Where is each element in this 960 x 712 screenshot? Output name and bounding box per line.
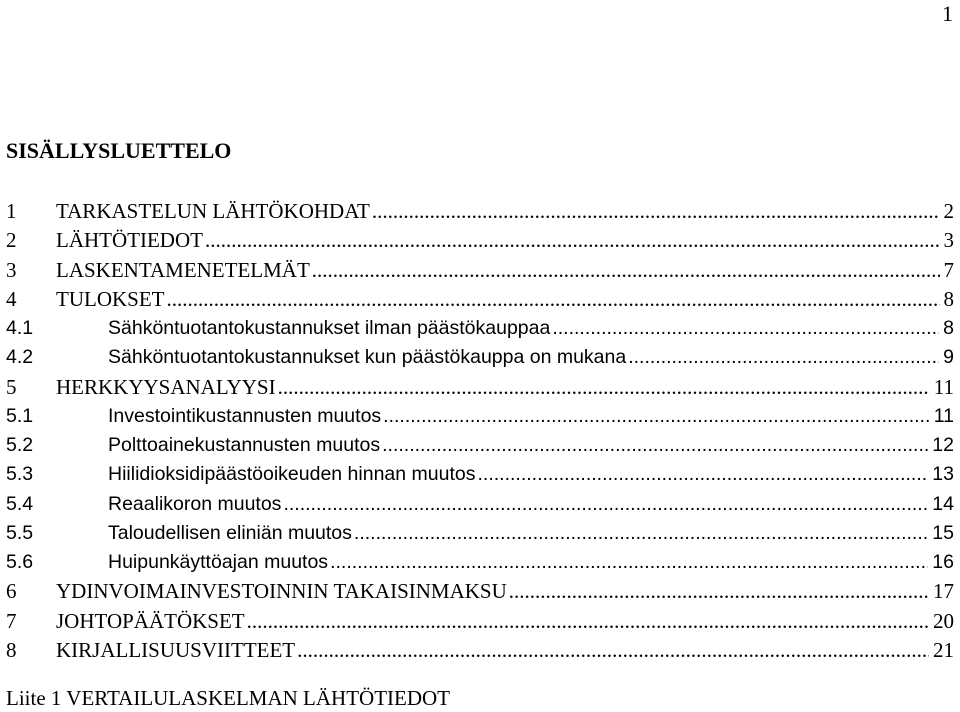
dot-leader: [383, 402, 930, 431]
toc-entry-label: LÄHTÖTIEDOT: [56, 228, 203, 253]
page-number: 1: [942, 1, 953, 26]
toc-entry[interactable]: [6, 431, 954, 460]
toc-entry[interactable]: [6, 460, 954, 489]
toc-entry-page: 9: [943, 346, 954, 369]
toc-entry-number: 1: [6, 199, 17, 223]
toc-entry-label: KIRJALLISUUSVIITTEET: [56, 637, 296, 662]
toc-entry-label: Sähköntuotantokustannukset kun päästökauppa on mukana: [108, 346, 627, 369]
toc-entry-page: 13: [932, 463, 954, 486]
toc-entry-page: 12: [932, 434, 954, 456]
toc-entry-number: 4: [6, 286, 17, 311]
toc-entry[interactable]: [6, 607, 954, 636]
toc-entry[interactable]: [6, 548, 954, 577]
toc-entry-number: 5.2: [6, 434, 34, 456]
dot-leader: [330, 548, 928, 577]
toc-entry-label: Polttoainekustannusten muutos: [108, 434, 381, 456]
toc-entry-page: 14: [932, 492, 954, 515]
toc-entry-number: 2: [6, 228, 17, 253]
dot-leader: [477, 460, 928, 489]
toc-entry-number: 5: [6, 374, 17, 399]
toc-entry-label: TULOKSET: [56, 286, 165, 311]
toc-list: [6, 197, 954, 665]
toc-entry-label: Huipunkäyttöajan muutos: [108, 551, 329, 573]
toc-entry[interactable]: [6, 490, 954, 519]
toc-entry-number: 8: [6, 637, 17, 662]
dot-leader: [167, 285, 940, 314]
toc-entry-number: 7: [6, 608, 17, 633]
toc-entry-page: 17: [933, 579, 954, 604]
toc-entry-label: Investointikustannusten muutos: [108, 404, 382, 427]
toc-entry-page: 15: [932, 521, 954, 544]
toc-entry[interactable]: [6, 285, 954, 314]
toc-entry-page: 8: [943, 286, 954, 311]
toc-entry-number: 5.1: [6, 404, 34, 427]
toc-entry-label: Reaalikoron muutos: [108, 492, 282, 515]
toc-entry-number: 6: [6, 579, 17, 604]
toc-entry-number: 5.4: [6, 492, 34, 515]
toc-entry-label: HERKKYYSANALYYSI: [56, 374, 276, 399]
toc-entry-number: 5.6: [6, 551, 34, 573]
toc-entry-number: 3: [6, 257, 17, 282]
toc-entry-page: 21: [933, 637, 954, 662]
toc-entry-label: Sähköntuotantokustannukset ilman päästökauppaa: [108, 317, 551, 339]
dot-leader: [297, 636, 929, 665]
toc-entry[interactable]: [6, 636, 954, 665]
toc-entry-number: 5.3: [6, 463, 34, 486]
toc-entry-label: Taloudellisen eliniän muutos: [108, 521, 352, 544]
toc-entry-label: Hiilidioksidipäästöoikeuden hinnan muutos: [108, 463, 476, 486]
toc-title: SISÄLLYSLUETTELO: [6, 138, 232, 163]
appendix-entry: Liite 1 VERTAILULASKELMAN LÄHTÖTIEDOT: [6, 686, 451, 710]
toc-entry-page: 7: [943, 257, 954, 282]
toc-entry[interactable]: [6, 343, 954, 372]
dot-leader: [354, 519, 928, 548]
toc-entry-page: 20: [933, 608, 954, 633]
toc-entry-number: 4.1: [6, 317, 34, 339]
toc-entry[interactable]: [6, 314, 954, 343]
dot-leader: [278, 373, 930, 402]
toc-entry[interactable]: [6, 402, 954, 431]
dot-leader: [283, 490, 928, 519]
dot-leader: [205, 226, 940, 255]
toc-entry-number: 4.2: [6, 346, 34, 369]
toc-entry-label: JOHTOPÄÄTÖKSET: [56, 608, 245, 633]
dot-leader: [247, 607, 929, 636]
toc-entry-page: 3: [943, 228, 954, 253]
toc-entry-page: 16: [932, 551, 954, 573]
toc-entry-label: TARKASTELUN LÄHTÖKOHDAT: [56, 199, 370, 223]
toc-entry-label: YDINVOIMAINVESTOINNIN TAKAISINMAKSU: [56, 579, 507, 604]
toc-entry[interactable]: [6, 373, 954, 402]
dot-leader: [509, 577, 929, 606]
dot-leader: [312, 256, 940, 285]
toc-entry[interactable]: [6, 256, 954, 285]
toc-entry[interactable]: [6, 519, 954, 548]
dot-leader: [552, 314, 939, 343]
dot-leader: [372, 197, 940, 226]
toc-entry[interactable]: [6, 197, 954, 226]
toc-entry-number: 5.5: [6, 521, 34, 544]
toc-entry-page: 2: [943, 199, 954, 223]
toc-entry-page: 11: [933, 374, 954, 399]
dot-leader: [382, 431, 928, 460]
toc-entry[interactable]: [6, 577, 954, 606]
toc-entry-page: 11: [933, 404, 954, 427]
toc-entry-page: 8: [943, 317, 954, 339]
dot-leader: [628, 343, 939, 372]
toc-entry[interactable]: [6, 226, 954, 255]
toc-entry-label: LASKENTAMENETELMÄT: [56, 257, 310, 282]
